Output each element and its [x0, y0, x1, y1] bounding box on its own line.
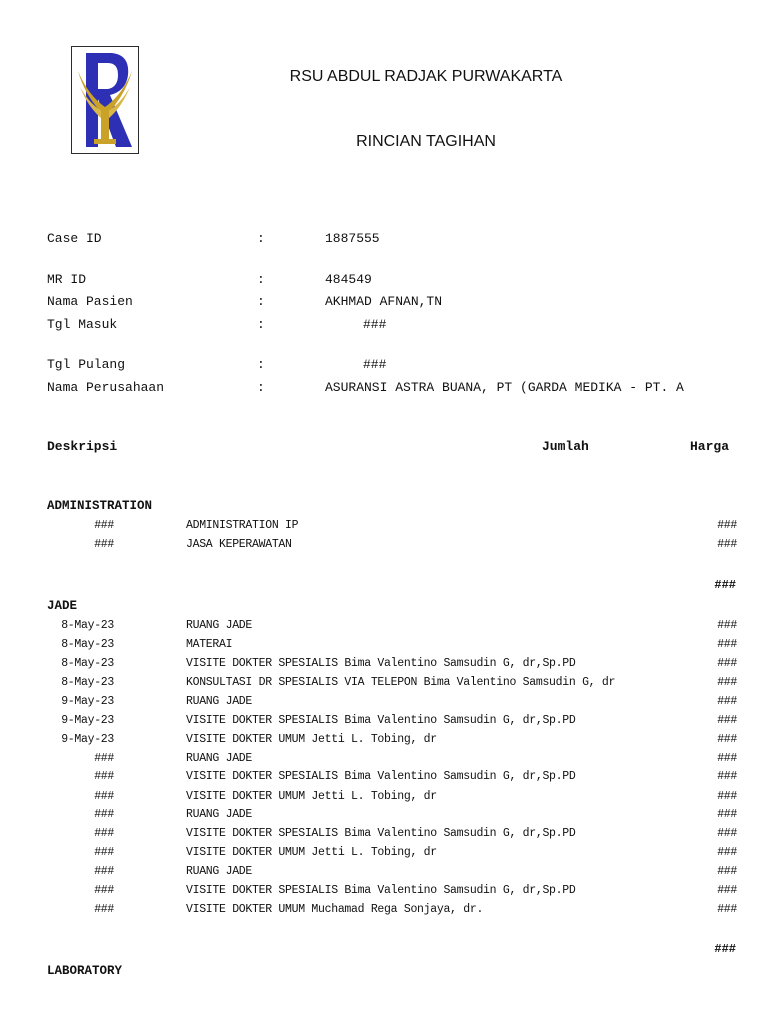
row-date: ### — [94, 770, 114, 783]
row-harga: ### — [717, 519, 737, 532]
tgl-masuk-label: Tgl Masuk — [47, 317, 118, 332]
colon: : — [257, 272, 265, 287]
table-row — [47, 619, 737, 637]
row-desc: VISITE DOKTER SPESIALIS Bima Valentino Samsudin G, dr,Sp.PD — [186, 714, 576, 727]
row-harga: ### — [717, 865, 737, 878]
section-title-administration: ADMINISTRATION — [47, 499, 153, 513]
row-date: 9-May-23 — [61, 695, 114, 708]
row-desc: RUANG JADE — [186, 695, 253, 708]
row-harga: ### — [717, 770, 737, 783]
patient-name-label: Nama Pasien — [47, 294, 133, 309]
row-date: 9-May-23 — [61, 733, 114, 746]
row-desc: VISITE DOKTER UMUM Jetti L. Tobing, dr — [186, 846, 437, 859]
table-row — [47, 676, 737, 694]
row-harga: ### — [717, 538, 737, 551]
table-row — [47, 714, 737, 732]
table-row — [47, 865, 737, 883]
row-desc: VISITE DOKTER UMUM Jetti L. Tobing, dr — [186, 733, 437, 746]
hospital-name: RSU ABDUL RADJAK PURWAKARTA — [289, 68, 563, 85]
row-harga: ### — [717, 714, 737, 727]
table-row — [47, 846, 737, 864]
row-harga: ### — [717, 695, 737, 708]
row-desc: MATERAI — [186, 638, 233, 651]
section-total: ### — [714, 578, 736, 592]
tgl-pulang-value: ### — [363, 357, 387, 372]
row-date: ### — [94, 865, 114, 878]
table-row — [47, 733, 737, 751]
row-desc: RUANG JADE — [186, 865, 253, 878]
table-row — [47, 827, 737, 845]
table-row — [47, 538, 737, 556]
perusahaan-label: Nama Perusahaan — [47, 380, 165, 395]
row-harga: ### — [717, 752, 737, 765]
perusahaan-value: ASURANSI ASTRA BUANA, PT (GARDA MEDIKA - PT. A — [325, 380, 684, 395]
row-desc: JASA KEPERAWATAN — [186, 538, 292, 551]
row-date: ### — [94, 538, 114, 551]
row-harga: ### — [717, 790, 737, 803]
colon: : — [257, 380, 265, 395]
row-desc: RUANG JADE — [186, 808, 253, 821]
row-harga: ### — [717, 808, 737, 821]
table-row — [47, 638, 737, 656]
row-desc: VISITE DOKTER SPESIALIS Bima Valentino Samsudin G, dr,Sp.PD — [186, 657, 576, 670]
row-harga: ### — [717, 884, 737, 897]
col-jumlah: Jumlah — [542, 439, 589, 454]
row-desc: VISITE DOKTER SPESIALIS Bima Valentino Samsudin G, dr,Sp.PD — [186, 884, 576, 897]
row-date: ### — [94, 827, 114, 840]
row-harga: ### — [717, 827, 737, 840]
row-desc: ADMINISTRATION IP — [186, 519, 299, 532]
row-desc: VISITE DOKTER UMUM Muchamad Rega Sonjaya, dr. — [186, 903, 484, 916]
row-date: 8-May-23 — [61, 657, 114, 670]
mr-id-value: 484549 — [325, 272, 372, 287]
colon: : — [257, 317, 265, 332]
row-harga: ### — [717, 846, 737, 859]
colon: : — [257, 231, 265, 246]
table-row — [47, 519, 737, 537]
row-date: ### — [94, 903, 114, 916]
row-desc: RUANG JADE — [186, 752, 253, 765]
colon: : — [257, 294, 265, 309]
row-date: ### — [94, 790, 114, 803]
row-harga: ### — [717, 733, 737, 746]
row-desc: RUANG JADE — [186, 619, 253, 632]
row-desc: VISITE DOKTER SPESIALIS Bima Valentino Samsudin G, dr,Sp.PD — [186, 827, 576, 840]
row-date: ### — [94, 884, 114, 897]
col-deskripsi: Deskripsi — [47, 439, 118, 454]
row-date: ### — [94, 808, 114, 821]
row-harga: ### — [717, 638, 737, 651]
mr-id-label: MR ID — [47, 272, 87, 287]
section-total: ### — [714, 942, 736, 956]
table-row — [47, 695, 737, 713]
row-harga: ### — [717, 657, 737, 670]
row-harga: ### — [717, 619, 737, 632]
colon: : — [257, 357, 265, 372]
row-date: 8-May-23 — [61, 619, 114, 632]
table-row — [47, 752, 737, 770]
row-date: ### — [94, 846, 114, 859]
section-title-jade: JADE — [47, 599, 78, 613]
row-desc: VISITE DOKTER SPESIALIS Bima Valentino Samsudin G, dr,Sp.PD — [186, 770, 576, 783]
table-row — [47, 808, 737, 826]
case-id-label: Case ID — [47, 231, 102, 246]
table-row — [47, 770, 737, 788]
tgl-pulang-label: Tgl Pulang — [47, 357, 126, 372]
row-harga: ### — [717, 903, 737, 916]
row-desc: VISITE DOKTER UMUM Jetti L. Tobing, dr — [186, 790, 437, 803]
row-harga: ### — [717, 676, 737, 689]
table-row — [47, 790, 737, 808]
patient-name-value: AKHMAD AFNAN,TN — [325, 294, 443, 309]
row-date: ### — [94, 519, 114, 532]
table-row — [47, 903, 737, 921]
row-date: 8-May-23 — [61, 676, 114, 689]
row-date: ### — [94, 752, 114, 765]
row-date: 8-May-23 — [61, 638, 114, 651]
document-title: RINCIAN TAGIHAN — [356, 133, 496, 150]
row-desc: KONSULTASI DR SPESIALIS VIA TELEPON Bima Valentino Samsudin G, dr — [186, 676, 616, 689]
table-row — [47, 657, 737, 675]
section-title-laboratory: LABORATORY — [47, 964, 123, 978]
table-row — [47, 884, 737, 902]
case-id-value: 1887555 — [325, 231, 380, 246]
col-harga: Harga — [690, 439, 730, 454]
tgl-masuk-value: ### — [363, 317, 387, 332]
row-date: 9-May-23 — [61, 714, 114, 727]
